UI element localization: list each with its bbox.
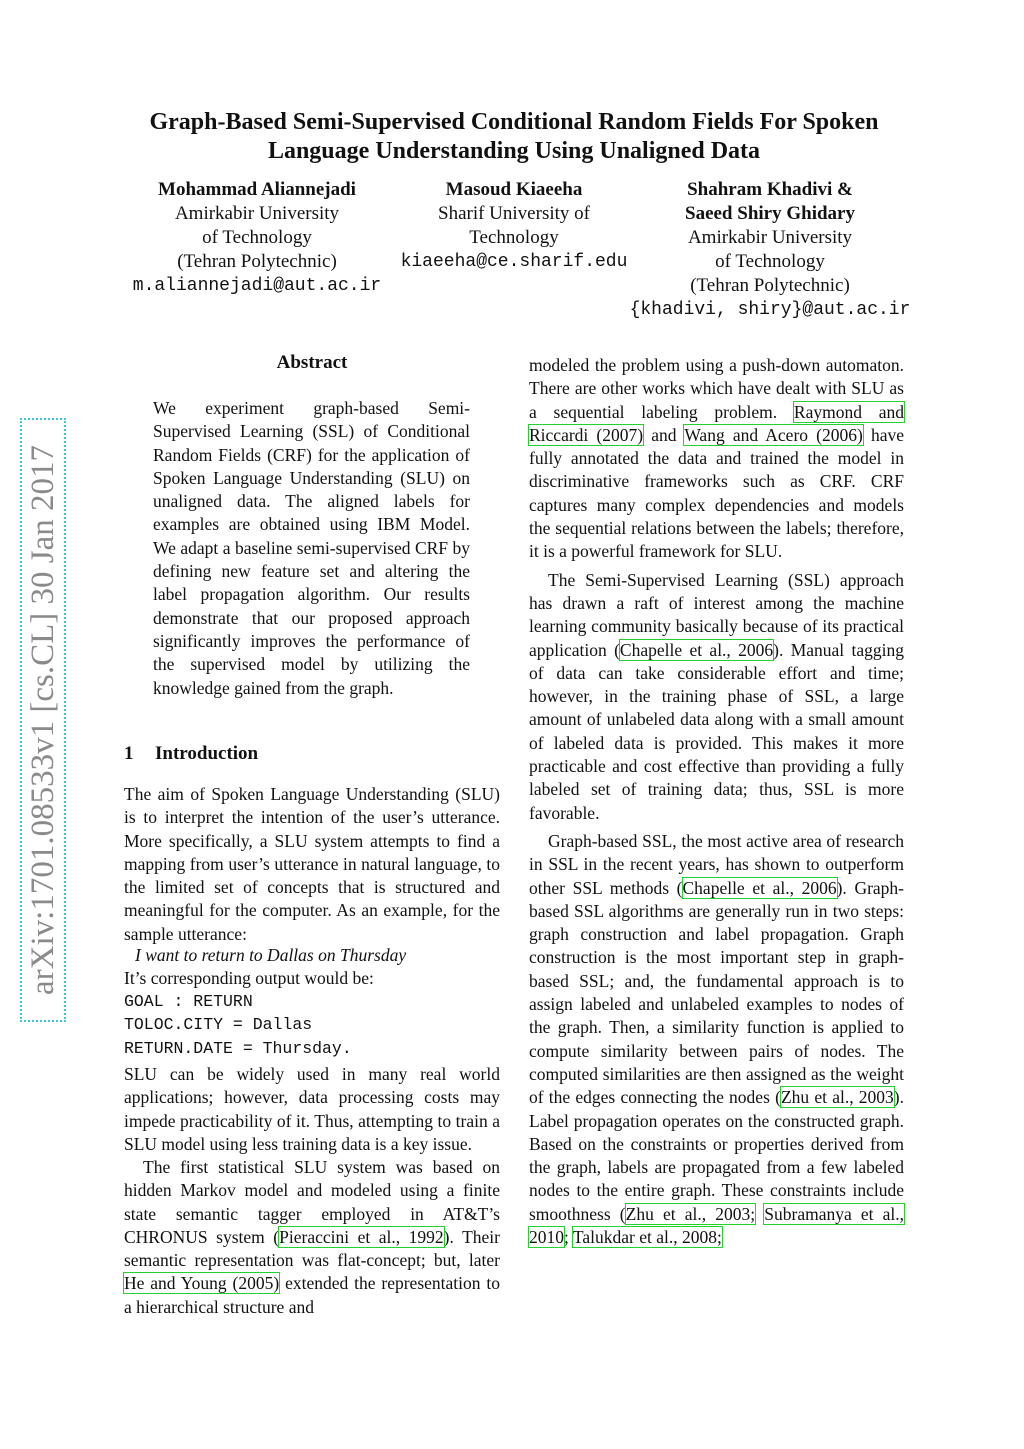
output-lead-text: It’s corresponding output would be: — [124, 968, 374, 988]
author-email[interactable]: m.aliannejadi@aut.ac.ir — [132, 276, 382, 296]
paragraph-text: ). Their semantic representation was flat-concept; but, later — [124, 1226, 500, 1271]
section-number: 1 — [124, 743, 134, 764]
arxiv-stamp: arXiv:1701.08533v1 [cs.CL] 30 Jan 2017 — [25, 445, 61, 995]
body-paragraph — [529, 830, 904, 1249]
intro-paragraph: SLU can be widely used in many real world applications; however, data processing costs may impede practicability of it. Thus, attempting to train a SLU model using less training data is a key issue. — [124, 1064, 500, 1154]
author-block-2 — [380, 178, 648, 274]
paragraph-text: ). Label propagation operates on the constructed graph. Based on the constraints or properties derived from the graph, labels are propagated from a few labeled nodes to the entire graph. These constraints include smoothness ( — [529, 1087, 904, 1224]
author-block-3 — [612, 178, 928, 322]
author-affiliation: Amirkabir University — [687, 227, 853, 248]
citation-link[interactable]: Talukdar et al., 2008; — [572, 1226, 722, 1247]
author-name: Mohammad Aliannejadi — [158, 179, 356, 200]
citation-link[interactable]: Chapelle et al., 2006 — [619, 639, 774, 660]
paragraph-text: extended the representation to a hierarchical structure and — [124, 1273, 500, 1317]
paragraph-text — [755, 1204, 764, 1224]
body-paragraph — [529, 569, 904, 825]
citation-link[interactable]: Raymond and Riccardi (2007) — [529, 401, 905, 445]
paragraph-text: The first statistical SLU system was based on hidden Markov model and modeled using a finite state semantic tagger employed in AT&T’s CHRONUS system ( — [124, 1157, 500, 1247]
code-line: GOAL : RETURN — [124, 992, 253, 1011]
author-affiliation: of Technology — [715, 251, 825, 272]
author-block-1 — [108, 178, 406, 298]
paragraph-text: ). Graph-based SSL algorithms are generally run in two steps: graph construction and label propagation. Graph construction is the most important step in graph-based SSL; and, the fundamental approach is to assign labeled and unlabeled examples to nodes of the graph. Then, a similarity function is applied to compute similarity between pairs of nodes. The computed similarities are then assigned as the weight of the edges connecting the nodes ( — [529, 877, 905, 1108]
abstract-heading: Abstract — [276, 352, 348, 373]
example-utterance: I want to return to Dallas on Thursday — [135, 945, 407, 965]
paper-title: Graph-Based Semi-Supervised Conditional Random Fields For Spoken Language Understanding Using Unaligned Data — [149, 109, 879, 164]
citation-link[interactable]: Zhu et al., 2003 — [780, 1087, 894, 1108]
author-name: Saeed Shiry Ghidary — [685, 203, 855, 224]
author-name: Shahram Khadivi & — [687, 179, 853, 200]
paragraph-text: ; — [564, 1226, 573, 1247]
abstract-text: We experiment graph-based Semi-Supervised Learning (SSL) of Conditional Random Fields (CRF) for the application of Spoken Language Understanding (SLU) on unaligned data. The aligned labels for examples are obtained using IBM Model. We adapt a baseline semi-supervised CRF by defining new feature set and altering the label propagation algorithm. Our results demonstrate that our proposed approach significantly improves the performance of the supervised model by utilizing the knowledge gained from the graph. — [153, 398, 470, 698]
citation-link[interactable]: Zhu et al., 2003; — [625, 1203, 756, 1224]
paragraph-text: have fully annotated the data and trained the model in discriminative frameworks such as CRF. CRF captures many complex dependencies and models the sequential relations between the labels; therefore, it is a powerful framework for SLU. — [529, 424, 905, 562]
section-title: Introduction — [155, 743, 259, 764]
author-affiliation: Amirkabir University — [174, 203, 340, 224]
section-heading — [124, 743, 258, 765]
author-affiliation: Technology — [469, 227, 559, 248]
paragraph-text: ). Manual tagging of data can take considerable effort and time; however, in the training phase of SSL, a large amount of unlabeled data along with a small amount of labeled data is provided. This makes it more practicable and cost effective than providing a fully labeled set of training data; thus, SSL is more favorable. — [529, 639, 904, 823]
body-paragraph — [529, 354, 904, 564]
paragraph-text: and — [643, 424, 685, 445]
citation-link[interactable]: He and Young (2005) — [124, 1273, 280, 1294]
author-affiliation: (Tehran Polytechnic) — [690, 275, 850, 296]
author-name: Masoud Kiaeeha — [445, 179, 583, 200]
author-email[interactable]: {khadivi, shiry}@aut.ac.ir — [629, 300, 911, 320]
code-line: RETURN.DATE = Thursday. — [124, 1039, 352, 1058]
citation-link[interactable]: Pieraccini et al., 1992 — [279, 1226, 444, 1247]
paragraph-text: modeled the problem using a push-down automaton. There are other works which have dealt with SLU as a sequential labeling problem. — [529, 355, 904, 422]
author-affiliation: Sharif University of — [438, 203, 590, 224]
author-email[interactable]: kiaeeha@ce.sharif.edu — [400, 252, 628, 272]
paragraph-text: The Semi-Supervised Learning (SSL) approach has drawn a raft of interest among the machine learning community basically because of its practical application ( — [529, 569, 904, 660]
paragraph-text: Graph-based SSL, the most active area of research in SSL in the recent years, has shown to outperform other SSL methods ( — [529, 830, 904, 898]
citation-link[interactable]: Chapelle et al., 2006 — [682, 877, 837, 898]
right-column — [529, 354, 904, 1254]
author-affiliation: of Technology — [202, 227, 312, 248]
citation-link[interactable]: Wang and Acero (2006) — [684, 424, 863, 445]
intro-paragraph: The aim of Spoken Language Understanding (SLU) is to interpret the intention of the user’s utterance. More specifically, a SLU system attempts to find a mapping from user’s utterance in natural language, to the limited set of concepts that is structured and meaningful for the computer. As an example, for the sample utterance: — [124, 784, 500, 944]
citation-link[interactable]: Subramanya et al., 2010 — [529, 1203, 905, 1247]
author-affiliation: (Tehran Polytechnic) — [177, 251, 337, 272]
intro-paragraph — [124, 1156, 500, 1319]
code-line: TOLOC.CITY = Dallas — [124, 1015, 313, 1034]
